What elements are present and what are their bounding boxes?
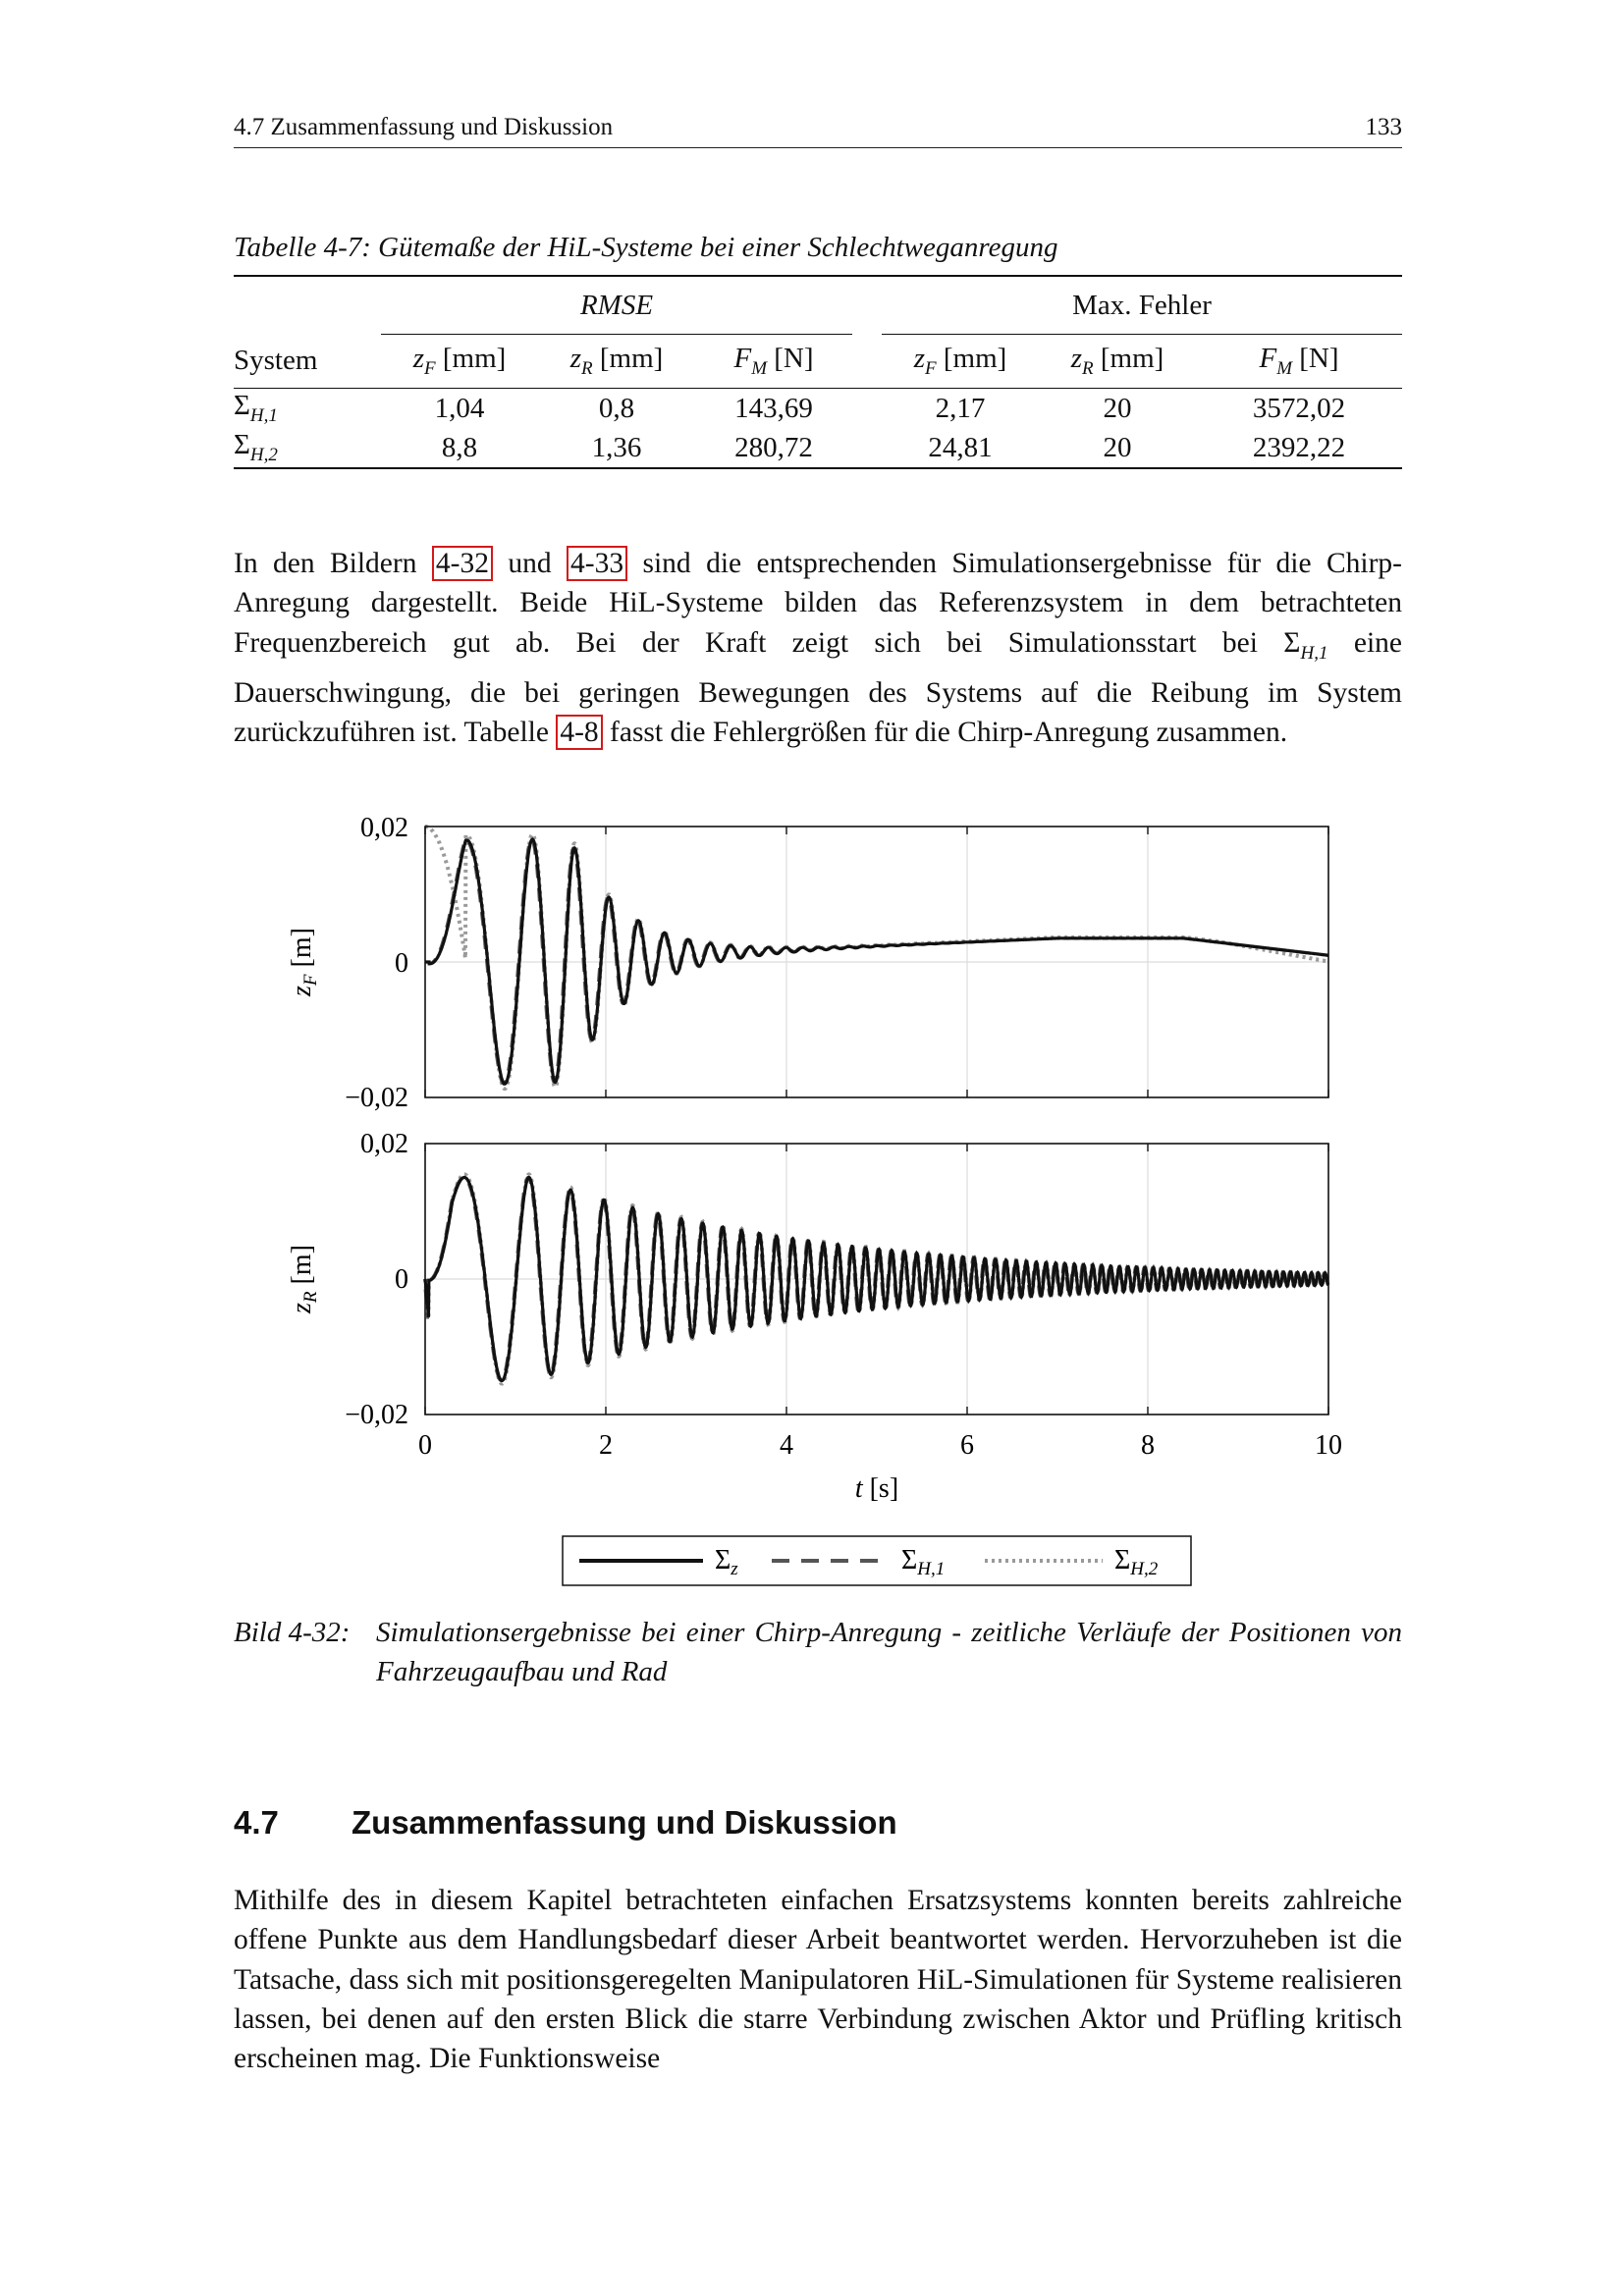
col-fm-max: $F_M$ [N] xyxy=(1196,335,1402,389)
xtick-label: 4 xyxy=(780,1430,793,1461)
figure-caption-label: Bild 4-32: xyxy=(234,1617,351,1648)
ytick-bottom-max: 0,02 xyxy=(360,1129,408,1159)
figure-caption xyxy=(234,1613,1402,1691)
group-max-error: Max. Fehler xyxy=(882,276,1402,335)
xtick-label: 8 xyxy=(1141,1430,1155,1461)
xtick-label: 2 xyxy=(599,1430,613,1461)
ytick-top-max: 0,02 xyxy=(360,813,408,843)
table-row: $\Sigma_{H,2}$ 8,8 1,36 280,72 24,81 20 2392,22 xyxy=(234,428,1402,468)
chirp-figure xyxy=(234,805,1402,1610)
section-heading: 4.7 Zusammenfassung und Diskussion xyxy=(234,1804,897,1841)
legend-label-ref: $\Sigma_z$ xyxy=(715,1545,738,1579)
legend xyxy=(563,1536,1191,1585)
xtick-label: 6 xyxy=(960,1430,974,1461)
col-zf-max: $z_F$ [mm] xyxy=(882,335,1039,389)
table-link-4-8[interactable]: 4-8 xyxy=(556,715,602,750)
xtick-label: 10 xyxy=(1315,1430,1342,1461)
legend-label-h2: $\Sigma_{H,2}$ xyxy=(1114,1545,1159,1579)
ytick-top-zero: 0 xyxy=(395,948,408,979)
col-fm-rmse: $F_M$ [N] xyxy=(695,335,852,389)
xlabel: t [s] xyxy=(854,1473,899,1504)
series-zr-ref xyxy=(425,1178,1328,1381)
metrics-table xyxy=(234,275,1402,469)
ytick-bottom-min: −0,02 xyxy=(345,1400,408,1430)
table-caption: Tabelle 4-7: Gütemaße der HiL-Systeme bei einer Schlechtweganregung xyxy=(234,232,1058,263)
figure-caption-text: Simulationsergebnisse bei einer Chirp-Anregung - zeitliche Verläufe der Positionen von Fahrzeugaufbau und Rad xyxy=(376,1617,1402,1687)
paragraph-chirp: In den Bildern 4-32 und 4-33 sind die entsprechenden Simulationsergebnisse für die Chirp-Anregung dargestellt. Beide HiL-Systeme bilden das Referenzsystem in dem betrachteten Frequenzbereich gut ab. Bei der Kraft zeigt sich bei Simulationsstart bei $\Sigma_{H,1}$ eine Dauerschwingung, die bei geringen Bewegungen des Systems auf die Reibung im System zurückzuführen ist. Tabelle 4-8 fasst die Fehlergrößen für die Chirp-Anregung zusammen. xyxy=(234,548,1402,749)
ylabel-bottom: $z_R$ [m] xyxy=(287,1245,321,1313)
col-zr-rmse: $z_R$ [mm] xyxy=(538,335,695,389)
group-rmse: RMSE xyxy=(381,276,852,335)
ylabel-top: $z_F$ [m] xyxy=(287,928,321,996)
figure-link-4-33[interactable]: 4-33 xyxy=(567,546,627,581)
ytick-top-min: −0,02 xyxy=(345,1083,408,1113)
ytick-bottom-zero: 0 xyxy=(395,1264,408,1295)
xtick-label: 0 xyxy=(418,1430,432,1461)
figure-link-4-32[interactable]: 4-32 xyxy=(432,546,493,581)
table-row: $\Sigma_{H,1}$ 1,04 0,8 143,69 2,17 20 3572,02 xyxy=(234,390,1346,426)
running-header xyxy=(234,110,1402,148)
col-zr-max: $z_R$ [mm] xyxy=(1039,335,1196,389)
col-zf-rmse: $z_F$ [mm] xyxy=(381,335,538,389)
page-number: 133 xyxy=(1365,114,1402,140)
legend-label-h1: $\Sigma_{H,1}$ xyxy=(901,1545,946,1579)
paragraph-summary: Mithilfe des in diesem Kapitel betrachteten einfachen Ersatzsystems konnten bereits zahlreiche offene Punkte aus dem Handlungsbedarf dieser Arbeit beantwortet werden. Hervorzuheben ist die Tatsache, dass sich mit positionsgeregelten Manipulatoren HiL-Simulationen für Systeme realisieren lassen, bei denen auf den ersten Blick die starre Verbindung zwischen Aktor und Prüfling kritisch erscheinen mag. Die Funktionsweise xyxy=(234,1885,1402,2075)
header-section: 4.7 Zusammenfassung und Diskussion xyxy=(234,114,614,140)
col-system: System xyxy=(234,335,381,389)
